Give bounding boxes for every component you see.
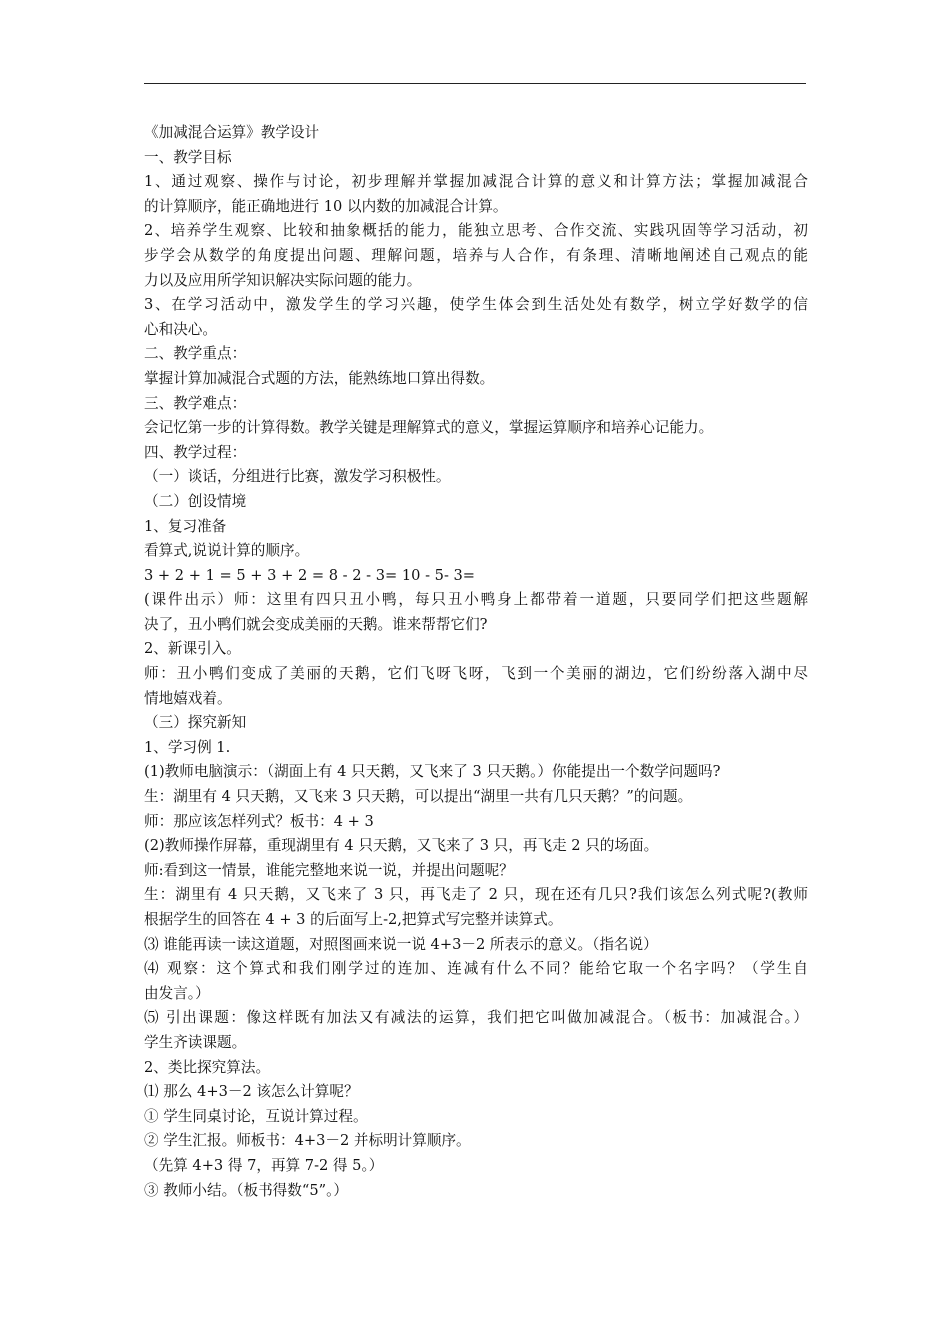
text-line: 步学会从数学的角度提出问题、理解问题，培养与人合作，有条理、清晰地阐述自己观点的能 [144,246,808,264]
text-line: 1、通过观察、操作与讨论，初步理解并掌握加减混合计算的意义和计算方法；掌握加减混合 [144,173,808,191]
text-line: 2、培养学生观察、比较和抽象概括的能力，能独立思考、合作交流、实践巩固等学习活动，初 [144,222,808,240]
text-line: 2、新课引入。 [144,640,241,658]
text-line: 三、教学难点： [144,394,247,412]
document-body [144,121,808,1203]
text-line: (1)教师电脑演示：（湖面上有 4 只天鹅，又飞来了 3 只天鹅。）你能提出一个数学问题吗? [144,763,721,781]
text-line: 力以及应用所学知识解决实际问题的能力。 [144,271,422,289]
text-line: 师：丑小鸭们变成了美丽的天鹅，它们飞呀飞呀，飞到一个美丽的湖边，它们纷纷落入湖中尽 [144,665,808,683]
text-line: 2、类比探究算法。 [144,1058,271,1076]
text-line: 会记忆第一步的计算得数。教学关键是理解算式的意义，掌握运算顺序和培养心记能力。 [144,419,714,437]
text-line: ⑴ 那么 4+3－2 该怎么计算呢？ [144,1083,359,1101]
text-line: ⑷ 观察：这个算式和我们刚学过的连加、连减有什么不同？能给它取一个名字吗？（学生自 [144,960,808,978]
text-line: 生：湖里有 4 只天鹅，又飞来了 3 只，再飞走了 2 只，现在还有几只?我们该怎么列式呢?(教师 [144,886,808,904]
text-line: 1、学习例 1. [144,738,231,756]
text-line: ⑸ 引出课题：像这样既有加法又有减法的运算，我们把它叫做加减混合。（板书：加减混合。） [144,1009,808,1027]
text-line: ② 学生汇报。师板书：4+3－2 并标明计算顺序。 [144,1132,471,1150]
text-line: 师:看到这一情景，谁能完整地来说一说，并提出问题呢？ [144,861,514,879]
text-line: 根据学生的回答在 4 + 3 的后面写上-2,把算式写完整并读算式。 [144,911,563,928]
text-line: （二）创设情境 [144,492,247,510]
text-line: （先算 4+3 得 7，再算 7-2 得 5。） [144,1156,384,1174]
text-line: 掌握计算加减混合式题的方法，能熟练地口算出得数。 [144,369,495,387]
text-line: ① 学生同桌讨论，互说计算过程。 [144,1107,368,1125]
text-line: 看算式,说说计算的顺序。 [144,542,310,560]
text-line: 学生齐读课题。 [144,1033,247,1051]
text-line: （一）谈话，分组进行比赛，激发学习积极性。 [144,468,451,486]
text-line: ⑶ 谁能再读一读这道题，对照图画来说一说 4+3－2 所表示的意义。（指名说） [144,935,658,953]
text-line: 师：那应该怎样列式？板书：4 + 3 [144,812,374,830]
text-line: 决了，丑小鸭们就会变成美丽的天鹅。谁来帮帮它们? [144,615,488,633]
text-line: 由发言。） [144,984,210,1002]
header-rule [144,83,806,84]
text-line: 3、在学习活动中，激发学生的学习兴趣，使学生体会到生活处处有数学，树立学好数学的信 [144,296,808,314]
text-line: 《加减混合运算》教学设计 [144,124,320,141]
text-line: (2)教师操作屏幕，重现湖里有 4 只天鹅，又飞来了 3 只，再飞走 2 只的场面。 [144,837,659,855]
text-line: (课件出示）师：这里有四只丑小鸭，每只丑小鸭身上都带着一道题，只要同学们把这些题解 [144,591,808,609]
text-line: 情地嬉戏着。 [144,689,232,707]
text-line: 二、教学重点： [144,345,247,363]
text-line: 四、教学过程： [144,443,247,461]
text-line: ③ 教师小结。（板书得数“5”。） [144,1181,348,1199]
text-line: 心和决心。 [144,320,217,338]
text-line: 3 + 2 + 1 = 5 + 3 + 2 = 8 - 2 - 3= 10 - 5- 3= [144,566,476,584]
text-line: 一、教学目标 [144,148,232,166]
text-line: 的计算顺序，能正确地进行 10 以内数的加减混合计算。 [144,197,508,215]
text-line: 生：湖里有 4 只天鹅，又飞来 3 只天鹅，可以提出“湖里一共有几只天鹅？”的问题。 [144,788,693,806]
text-line: （三）探究新知 [144,714,247,732]
text-line: 1、复习准备 [144,517,227,535]
